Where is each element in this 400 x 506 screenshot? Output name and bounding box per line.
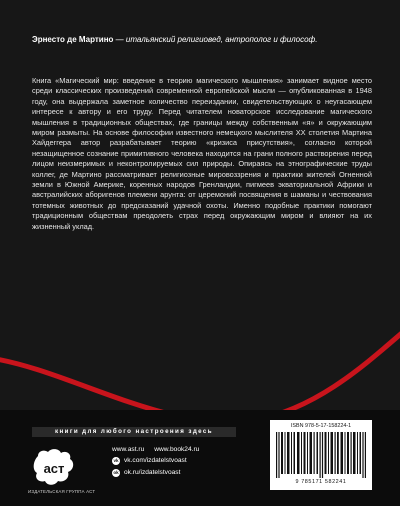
ok-row[interactable] bbox=[112, 468, 252, 478]
isbn-text: ISBN 978-5-17-158224-1 bbox=[290, 423, 352, 429]
ast-logo-icon bbox=[32, 448, 76, 488]
barcode-bars bbox=[276, 432, 366, 478]
barcode-box bbox=[270, 420, 372, 490]
publisher-links bbox=[112, 445, 252, 478]
author-name: Эрнесто де Мартино bbox=[32, 35, 114, 44]
logo-text: аст bbox=[43, 461, 65, 476]
website-book24-link[interactable]: www.book24.ru bbox=[154, 446, 200, 453]
slogan-banner: книги для любого настроения здесь bbox=[32, 427, 236, 437]
book-annotation: Книга «Магический мир: введение в теорию магического мышления» занимает видное место среди классических произведений современной европейской мысли — опубликованная в 1948 году, она выдержала заметное количество переиздании, свидетельствующих о неугасающем интересе к автору и его труду. Перед читателем новаторское исследование магического мышления в традиционных обществах, где границы между собственным «я» и окружающим миром размыты. На основе философии известного немецкого мыслителя XX столетия Мартина Хайдеггера автор разрабатывает теорию «кризиса присутствия», согласно которой незащищенное сознание примитивного человека находится на грани полного растворения перед лицом неизмеримых и неконтролируемых сил природы. Опираясь на этнографические труды коллег, де Мартино рассматривает религиозные мировоззрения и практики жителей Огненной земли в Южной Америке, коренных народов Гренландии, пигмеев экваториальной Африки и австралийских аборигенов племени арунта: от церемоний посвящения в шаманы и чествования тотемных животных до предсказаний удачной охоты. Именно подобные практики помогают традиционным обществам преодолеть страх перед окружающим миром и влияют на их жизненный уклад. bbox=[32, 76, 372, 231]
ok-icon: ok bbox=[113, 470, 119, 475]
publisher-caption: ИЗДАТЕЛЬСКАЯ ГРУППА АСТ bbox=[28, 489, 96, 494]
website-row bbox=[112, 445, 252, 454]
vk-row[interactable] bbox=[112, 456, 252, 466]
website-ast-link[interactable]: www.ast.ru bbox=[112, 446, 145, 453]
vk-link[interactable]: vk.com/izdatelstvoast bbox=[124, 457, 187, 464]
author-description: — итальянский религиовед, антрополог и философ. bbox=[113, 35, 318, 44]
vk-icon: vk bbox=[113, 458, 119, 463]
red-swoosh-path bbox=[0, 330, 400, 422]
author-line bbox=[32, 34, 372, 45]
barcode-number: 9 785171 582241 bbox=[295, 479, 347, 485]
ok-link[interactable]: ok.ru/izdatelstvoast bbox=[124, 469, 181, 476]
